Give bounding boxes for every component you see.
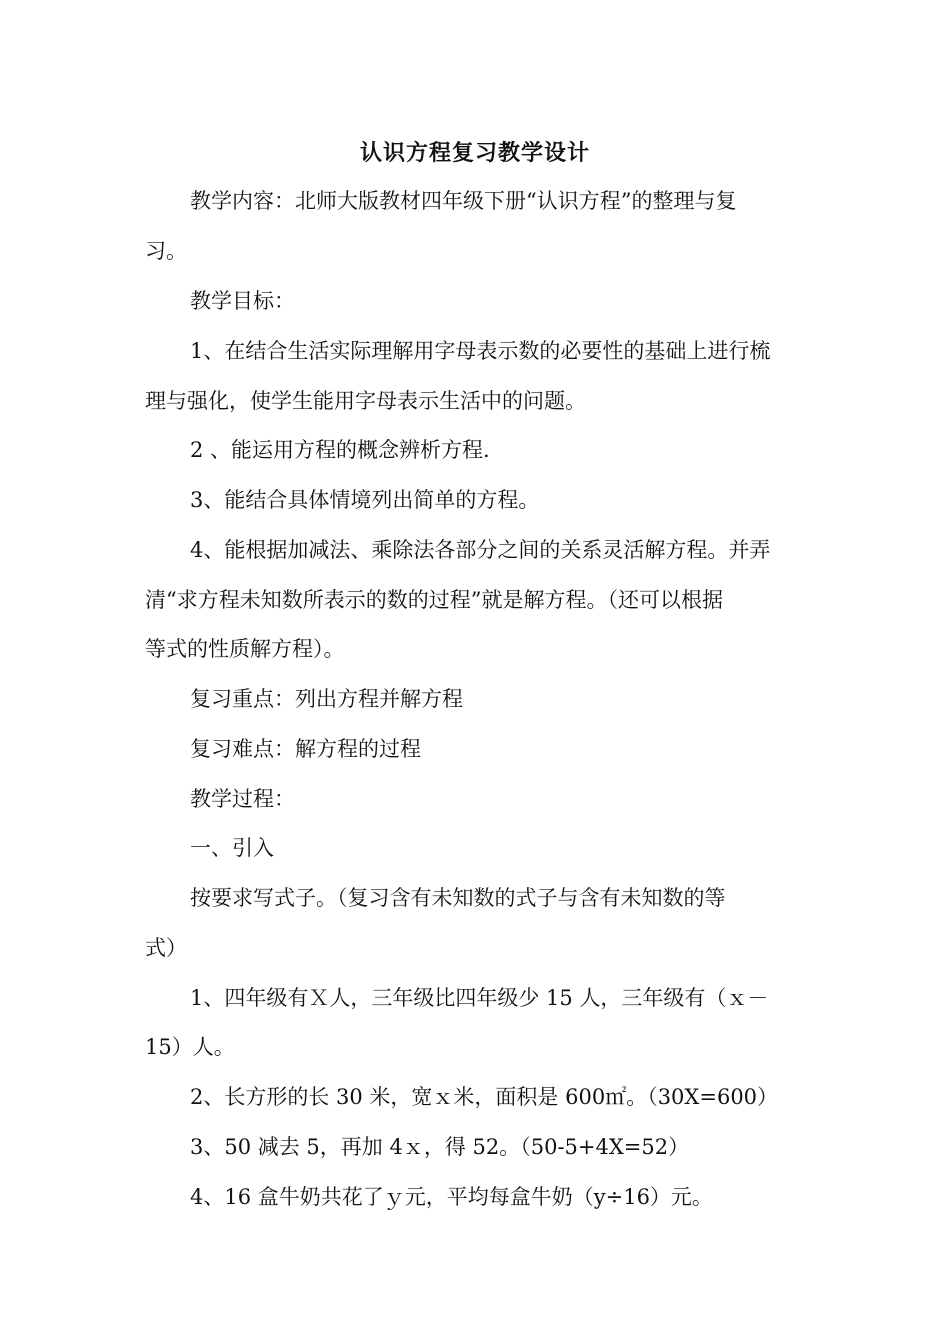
- paragraph-line: 2、长方形的长 30 米，宽ｘ米，面积是 600㎡。（30X=600）: [190, 1085, 779, 1109]
- paragraph-line: 一、引入: [190, 836, 274, 860]
- document-title: 认识方程复习教学设计: [359, 140, 590, 166]
- paragraph-line: 2 、能运用方程的概念辨析方程.: [190, 438, 490, 462]
- paragraph-line: 4、能根据加减法、乘除法各部分之间的关系灵活解方程。并弄: [190, 538, 771, 562]
- paragraph-line: 理与强化，使学生能用字母表示生活中的问题。: [145, 389, 586, 413]
- paragraph-line: 3、能结合具体情境列出简单的方程。: [190, 488, 540, 512]
- paragraph-line: 教学内容：北师大版教材四年级下册“认识方程”的整理与复: [190, 189, 737, 213]
- paragraph-line: 教学目标：: [190, 289, 295, 313]
- paragraph-line: 1、四年级有Ｘ人，三年级比四年级少 15 人，三年级有（ｘ－: [190, 986, 769, 1010]
- paragraph-line: 3、50 减去 5，再加 4ｘ，得 52。（50-5+4X=52）: [190, 1135, 690, 1159]
- paragraph-line: 15）人。: [145, 1035, 235, 1059]
- paragraph-line: 清“求方程未知数所表示的数的过程”就是解方程。（还可以根据: [145, 588, 723, 612]
- paragraph-line: 教学过程：: [190, 787, 295, 811]
- paragraph-line: 按要求写式子。（复习含有未知数的式子与含有未知数的等: [190, 886, 726, 910]
- paragraph-line: 4、16 盒牛奶共花了ｙ元，平均每盒牛奶（y÷16）元。: [190, 1185, 713, 1209]
- paragraph-line: 习。: [145, 239, 187, 263]
- paragraph-line: 复习难点：解方程的过程: [190, 737, 421, 761]
- paragraph-line: 等式的性质解方程）。: [145, 637, 345, 661]
- paragraph-line: 复习重点：列出方程并解方程: [190, 687, 463, 711]
- paragraph-line: 1、在结合生活实际理解用字母表示数的必要性的基础上进行梳: [190, 339, 771, 363]
- paragraph-line: 式）: [145, 936, 187, 960]
